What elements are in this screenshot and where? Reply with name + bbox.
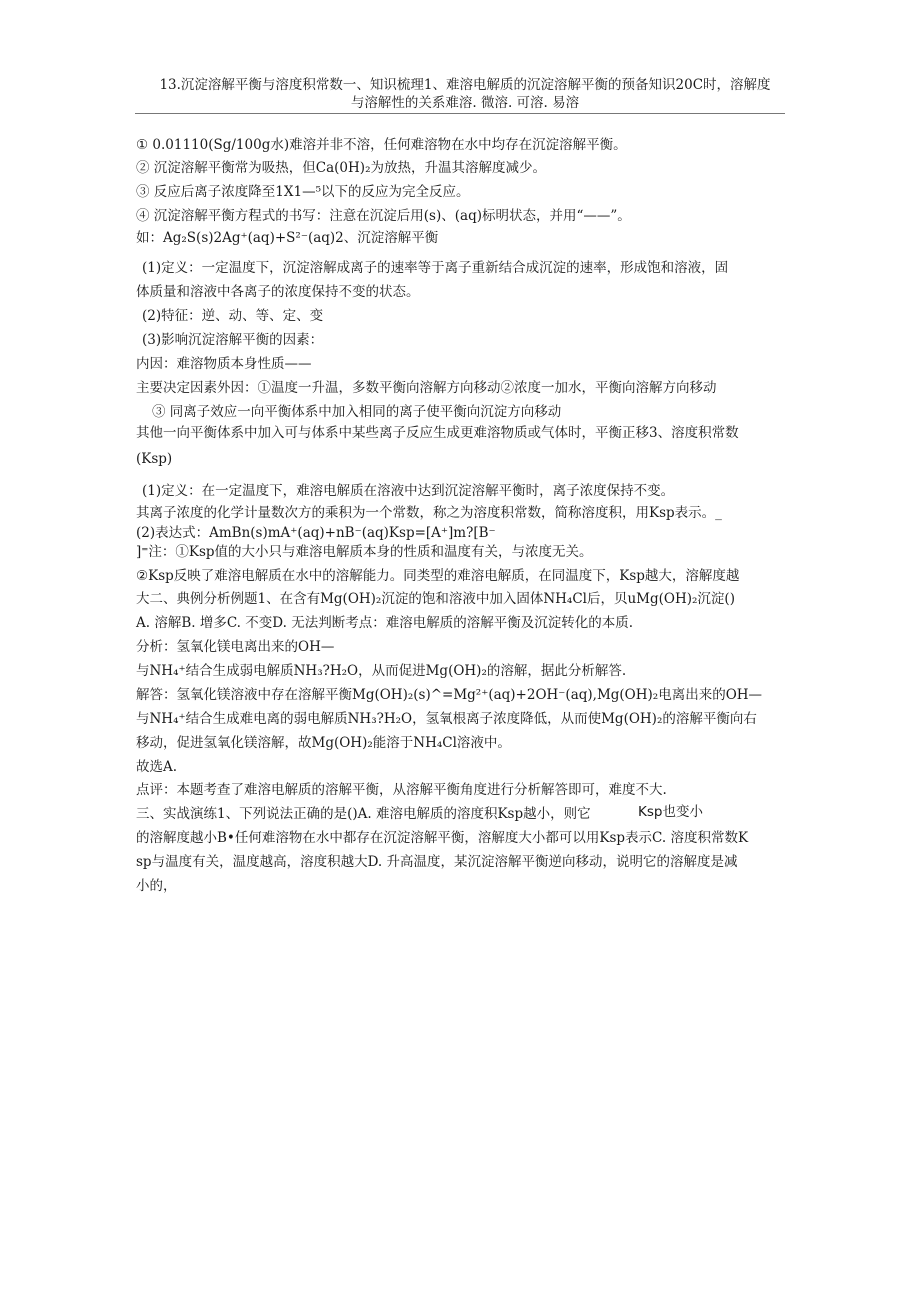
comment-line: 点评：本题考查了难溶电解质的溶解平衡，从溶解平衡角度进行分析解答即可，难度不大. bbox=[136, 782, 667, 798]
answer-line-3: 移动，促进氢氧化镁溶解，故Mg(OH)₂能溶于NH₄Cl溶液中。 bbox=[136, 735, 511, 751]
practice-line-1: 三、实战演练1、下列说法正确的是()A. 难溶电解质的溶度积Ksp越小，则它 bbox=[136, 806, 591, 822]
knowledge-point-2: ② 沉淀溶解平衡常为吸热，但Ca(0H)₂为放热，升温其溶解度减少。 bbox=[136, 160, 546, 176]
ksp-definition-1: (1)定义：在一定温度下，难溶电解质在溶液中达到沉淀溶解平衡时，离子浓度保持不变。 bbox=[142, 483, 675, 499]
ksp-heading: (Ksp) bbox=[136, 451, 173, 467]
answer-line-2: 与NH₄⁺结合生成难电离的弱电解质NH₃?H₂O，氢氧根离子浓度降低，从而使Mg(OH)₂的溶解平衡向右 bbox=[136, 711, 757, 727]
header-title-line-2: 与溶解性的关系难溶. 微溶. 可溶. 易溶 bbox=[350, 95, 580, 111]
example-question: 大二、典例分析例题1、在含有Mg(OH)₂沉淀的饱和溶液中加入固体NH₄Cl后，贝uMg(OH)₂沉淀() bbox=[136, 591, 735, 607]
analysis-line-1: 分析：氢氧化镁电离出来的OH— bbox=[136, 639, 335, 655]
analysis-line-2: 与NH₄⁺结合生成弱电解质NH₃?H₂O，从而促进Mg(OH)₂的溶解，据此分析解答. bbox=[136, 663, 627, 679]
definition-line-1: (1)定义：一定温度下，沉淀溶解成离子的速率等于离子重新结合成沉淀的速率，形成饱和溶液，固 bbox=[142, 260, 729, 276]
common-ion-effect: ③ 同离子效应一向平衡体系中加入相同的离子使平衡向沉淀方向移动 bbox=[152, 404, 562, 420]
knowledge-point-1: ① 0.01110(Sg/100g水)难溶并非不溶，任何难溶物在水中均存在沉淀溶解平衡。 bbox=[136, 137, 627, 153]
ksp-expression: (2)表达式：AmBn(s)mA⁺(aq)+nB⁻(aq)Ksp=[A⁺]m?[B⁻ bbox=[136, 525, 496, 541]
internal-factor: 内因：难溶物质本身性质—— bbox=[136, 356, 312, 372]
knowledge-point-3: ③ 反应后离子浓度降至1X1—⁵以下的反应为完全反应。 bbox=[136, 184, 470, 200]
practice-line-4: 小的， bbox=[136, 878, 177, 894]
feature-line: (2)特征：逆、动、等、定、变 bbox=[142, 308, 324, 324]
ksp-definition-2: 其离子浓度的化学计量数次方的乘积为一个常数，称之为溶度积常数，简称溶度积，用Ksp表示。_ bbox=[136, 505, 722, 521]
external-factor: 主要决定因素外因：①温度一升温，多数平衡向溶解方向移动②浓度一加水，平衡向溶解方向移动 bbox=[136, 380, 717, 396]
ksp-note-1: ]⁼注：①Ksp值的大小只与难溶电解质本身的性质和温度有关，与浓度无关。 bbox=[136, 544, 593, 560]
ksp-note-2: ②Ksp反映了难溶电解质在水中的溶解能力。同类型的难溶电解质，在同温度下，Ksp越大，溶解度越 bbox=[136, 568, 740, 584]
definition-line-2: 体质量和溶液中各离子的浓度保持不变的状态。 bbox=[136, 284, 420, 300]
other-factor: 其他一向平衡体系中加入可与体系中某些离子反应生成更难溶物质或气体时，平衡正移3、溶度积常数 bbox=[136, 425, 739, 441]
floating-annotation: Ksp也变小 bbox=[638, 804, 703, 820]
factors-heading: (3)影响沉淀溶解平衡的因素： bbox=[142, 332, 324, 348]
example-options: A. 溶解B. 增多C. 不变D. 无法判断考点：难溶电解质的溶解平衡及沉淀转化的本质. bbox=[136, 615, 633, 631]
header-divider bbox=[135, 113, 785, 114]
answer-line-1: 解答：氢氧化镁溶液中存在溶解平衡Mg(OH)₂(s)^=Mg²⁺(aq)+2OH⁻(aq),Mg(OH)₂电离出来的OH— bbox=[136, 687, 763, 703]
practice-line-2: 的溶解度越小B•任何难溶物在水中都存在沉淀溶解平衡，溶解度大小都可以用Ksp表示C. 溶度积常数K bbox=[136, 830, 749, 846]
practice-line-3: sp与温度有关，温度越高，溶度积越大D. 升高温度，某沉淀溶解平衡逆向移动，说明它的溶解度是减 bbox=[136, 854, 738, 870]
header-title-line-1: 13.沉淀溶解平衡与溶度积常数一、知识梳理1、难溶电解质的沉淀溶解平衡的预备知识20C时，溶解度 bbox=[159, 77, 771, 93]
knowledge-point-4: ④ 沉淀溶解平衡方程式的书写：注意在沉淀后用(s)、(aq)标明状态，并用“——”。 bbox=[136, 208, 631, 224]
example-equation: 如：Ag₂S(s)2Ag⁺(aq)+S²⁻(aq)2、沉淀溶解平衡 bbox=[136, 230, 439, 246]
answer-choice: 故选A. bbox=[136, 759, 178, 775]
